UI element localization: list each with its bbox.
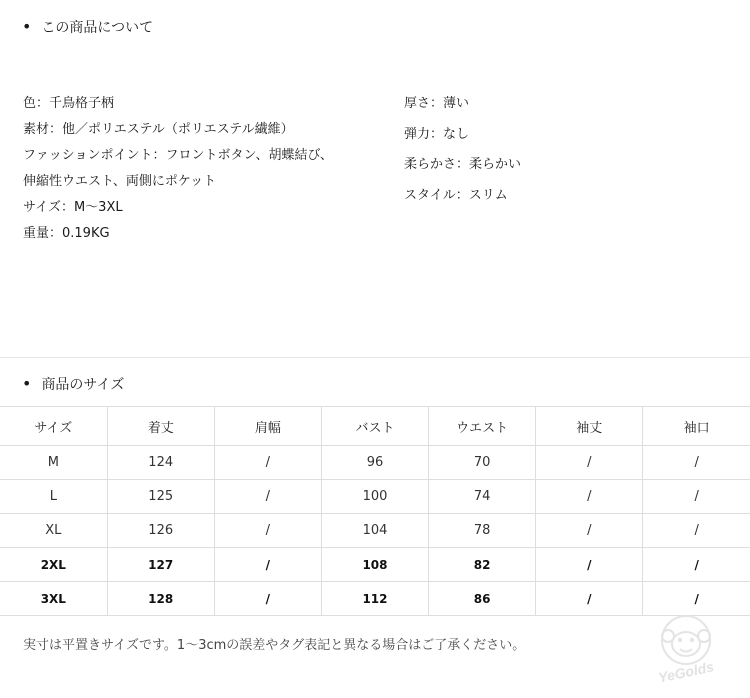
header-length: 着丈 bbox=[107, 407, 214, 446]
size-table-header-row bbox=[0, 407, 750, 446]
table-cell: 86 bbox=[429, 582, 536, 616]
table-cell: 128 bbox=[107, 582, 214, 616]
header-sleeve-length: 袖丈 bbox=[536, 407, 643, 446]
table-cell: 104 bbox=[321, 514, 428, 548]
table-row bbox=[0, 582, 750, 616]
table-cell: 125 bbox=[107, 480, 214, 514]
table-cell: XL bbox=[0, 514, 107, 548]
size-table bbox=[0, 406, 750, 616]
table-cell: 78 bbox=[429, 514, 536, 548]
info-color: 色：千鳥格子柄 bbox=[23, 96, 115, 111]
table-cell: / bbox=[214, 582, 321, 616]
info-elasticity: 弾力：なし bbox=[404, 126, 470, 142]
table-cell: / bbox=[536, 582, 643, 616]
table-cell: / bbox=[536, 548, 643, 582]
header-waist: ウエスト bbox=[429, 407, 536, 446]
table-cell: 126 bbox=[107, 514, 214, 548]
table-row bbox=[0, 446, 750, 480]
product-info-heading bbox=[22, 17, 153, 37]
table-row bbox=[0, 480, 750, 514]
watermark-logo bbox=[646, 610, 726, 688]
bullet-icon: • bbox=[22, 374, 32, 393]
info-fashion-point-cont: 伸縮性ウエスト、両側にポケット bbox=[23, 174, 217, 189]
table-row bbox=[0, 514, 750, 548]
table-cell: / bbox=[643, 480, 750, 514]
header-bust: バスト bbox=[321, 407, 428, 446]
table-cell: 3XL bbox=[0, 582, 107, 616]
product-info-heading-text: この商品について bbox=[41, 20, 154, 36]
info-material: 素材：他／ポリエステル（ポリエステル繊維） bbox=[23, 122, 294, 137]
table-cell: 82 bbox=[429, 548, 536, 582]
table-cell: M bbox=[0, 446, 107, 480]
header-shoulder: 肩幅 bbox=[214, 407, 321, 446]
table-cell: 70 bbox=[429, 446, 536, 480]
info-weight: 重量：0.19KG bbox=[23, 226, 110, 241]
table-cell: / bbox=[214, 514, 321, 548]
table-cell: 124 bbox=[107, 446, 214, 480]
size-section-heading-text: 商品のサイズ bbox=[41, 377, 125, 393]
table-cell: / bbox=[214, 548, 321, 582]
table-cell: 108 bbox=[321, 548, 428, 582]
size-section-heading bbox=[22, 374, 124, 394]
watermark-text: YeGolds bbox=[656, 658, 716, 686]
size-note: 実寸は平置きサイズです。1〜3cmの誤差やタグ表記と異なる場合はご了承ください。 bbox=[23, 638, 526, 653]
table-cell: L bbox=[0, 480, 107, 514]
table-cell: / bbox=[643, 446, 750, 480]
header-size: サイズ bbox=[0, 407, 107, 446]
product-info-right bbox=[404, 94, 521, 216]
info-softness: 柔らかさ：柔らかい bbox=[404, 157, 522, 172]
bullet-icon: • bbox=[22, 17, 32, 36]
product-info-left bbox=[23, 94, 333, 250]
table-cell: / bbox=[214, 446, 321, 480]
table-cell: / bbox=[643, 548, 750, 582]
table-cell: / bbox=[536, 480, 643, 514]
table-cell: / bbox=[643, 582, 750, 616]
table-row bbox=[0, 548, 750, 582]
table-cell: / bbox=[536, 446, 643, 480]
table-cell: 100 bbox=[321, 480, 428, 514]
table-cell: 96 bbox=[321, 446, 428, 480]
table-cell: / bbox=[643, 514, 750, 548]
table-cell: 2XL bbox=[0, 548, 107, 582]
table-cell: 112 bbox=[321, 582, 428, 616]
table-cell: 74 bbox=[429, 480, 536, 514]
info-size: サイズ：M〜3XL bbox=[23, 200, 123, 215]
table-cell: / bbox=[536, 514, 643, 548]
info-thickness: 厚さ：薄い bbox=[404, 96, 470, 111]
header-cuff: 袖口 bbox=[643, 407, 750, 446]
info-fashion-point: ファッションポイント：フロントボタン、胡蝶結び、 bbox=[23, 148, 333, 163]
info-style: スタイル：スリム bbox=[404, 187, 508, 203]
table-cell: 127 bbox=[107, 548, 214, 582]
section-divider bbox=[0, 357, 750, 358]
table-cell: / bbox=[214, 480, 321, 514]
